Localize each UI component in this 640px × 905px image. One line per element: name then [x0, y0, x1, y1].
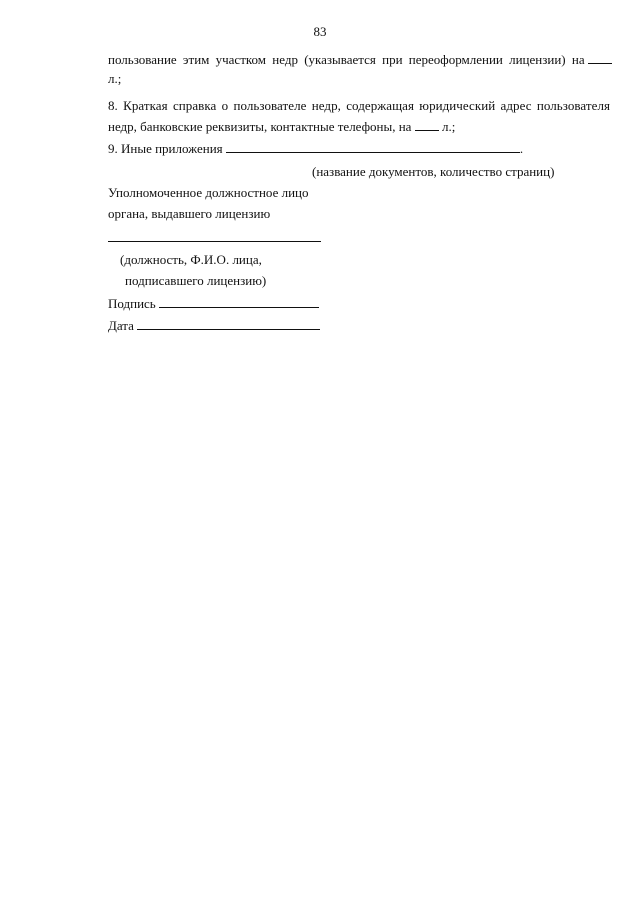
item9-blank — [226, 141, 520, 153]
para1-pages-blank — [588, 52, 612, 64]
item8-line2-text: недр, банковские реквизиты, контактные телефоны, на — [108, 119, 412, 134]
signature-label: Подпись — [108, 296, 156, 311]
official-line1: Уполномоченное должностное лицо — [108, 185, 309, 200]
item9-label: 9. Иные приложения — [108, 141, 223, 156]
signature-blank — [159, 296, 319, 308]
date-label: Дата — [108, 318, 134, 333]
position-caption-line1: (должность, Ф.И.О. лица, — [120, 252, 262, 267]
para1-line1-text: пользование этим участком недр (указывается при переоформлении лицензии) на — [108, 52, 585, 67]
item9-caption: (название документов, количество страниц) — [312, 164, 555, 179]
item9-line — [108, 141, 614, 157]
para1-line2: л.; — [108, 71, 122, 86]
official-line2: органа, выдавшего лицензию — [108, 206, 271, 221]
para1-line1 — [108, 52, 614, 68]
position-caption-line2: подписавшего лицензию) — [125, 273, 267, 288]
item8-pages-blank — [415, 119, 439, 131]
item9-end: . — [519, 141, 524, 156]
date-blank — [137, 318, 320, 330]
official-position-rule — [108, 241, 321, 242]
page-number: 83 — [313, 24, 327, 39]
signature-line — [108, 296, 614, 312]
item8-line1 — [108, 98, 614, 114]
item8-line2-suffix: л.; — [441, 119, 456, 134]
date-line — [108, 318, 614, 334]
item8-line1-text: 8. Краткая справка о пользователе недр, содержащая юридический адрес пользователя — [108, 98, 611, 113]
item8-line2 — [108, 119, 614, 135]
